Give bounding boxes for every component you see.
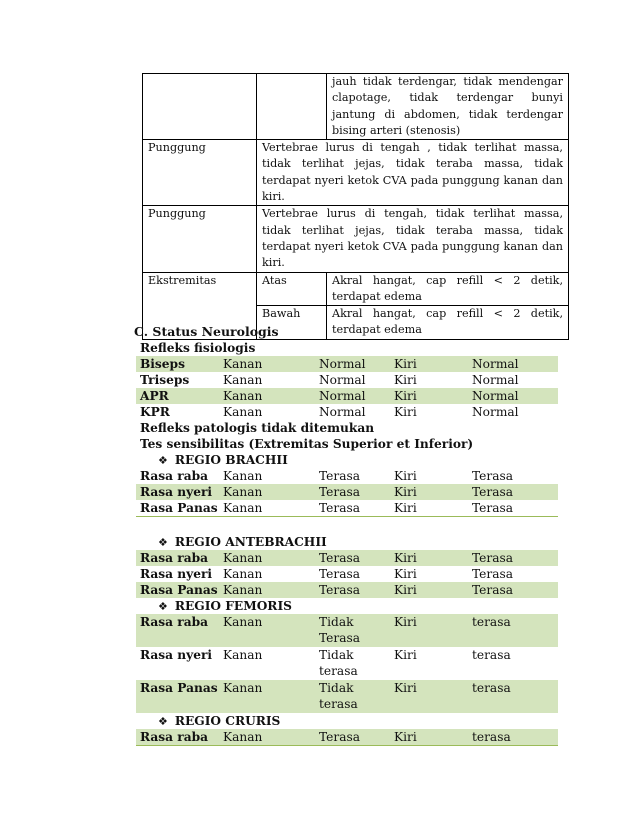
row-label: Rasa nyeri [140, 485, 213, 499]
table-row [143, 74, 569, 140]
row-side: Kanan [223, 615, 263, 629]
row-label: Triseps [140, 373, 190, 387]
row-side: Kanan [223, 485, 263, 499]
row-label: Rasa Panas [140, 501, 218, 515]
row-value: terasa [472, 681, 511, 695]
table-row [136, 484, 558, 500]
table-row [136, 614, 558, 647]
refleks-patologis-heading: Refleks patologis tidak ditemukan [140, 421, 375, 435]
row-side: Kiri [394, 405, 417, 419]
row-side: Kiri [394, 583, 417, 597]
row-label: Rasa nyeri [140, 648, 213, 662]
row-value: Normal [472, 389, 519, 403]
row-value: Normal [472, 373, 519, 387]
table-row [136, 729, 558, 746]
row-value-line: Tidak [319, 681, 354, 695]
refleks-fisiologis-heading: Refleks fisiologis [140, 341, 256, 355]
table-cell [257, 74, 327, 140]
femoris-group [136, 614, 558, 713]
table-row [136, 356, 558, 372]
row-label: Rasa Panas [140, 681, 218, 695]
row-label: Rasa raba [140, 730, 209, 744]
cruris-group [136, 729, 558, 746]
table-row [136, 566, 558, 582]
row-side: Kanan [223, 501, 263, 515]
diamond-bullet-icon: ❖ [158, 715, 168, 728]
row-label: Biseps [140, 357, 185, 371]
row-side: Kiri [394, 485, 417, 499]
row-side: Kanan [223, 469, 263, 483]
row-value: Terasa [472, 501, 514, 515]
table-cell-sub: Atas [257, 272, 327, 306]
table-cell-label: Ekstremitas [143, 272, 257, 339]
row-value [319, 614, 360, 646]
diamond-bullet-icon: ❖ [158, 600, 168, 613]
row-value-line: Tidak [319, 615, 354, 629]
regio-label: REGIO BRACHII [174, 453, 288, 467]
table-row [143, 272, 569, 306]
row-side: Kanan [223, 681, 263, 695]
row-value: Normal [319, 357, 366, 371]
row-value: Normal [319, 373, 366, 387]
row-value: Normal [472, 357, 519, 371]
row-side: Kanan [223, 357, 263, 371]
row-label: Rasa raba [140, 469, 209, 483]
row-side: Kiri [394, 730, 417, 744]
row-value: Terasa [472, 551, 514, 565]
diamond-bullet-icon: ❖ [158, 536, 168, 549]
table-row [136, 468, 558, 484]
row-side: Kanan [223, 730, 263, 744]
row-value: Terasa [319, 469, 361, 483]
table-row [136, 404, 558, 420]
table-cell: Vertebrae lurus di tengah , tidak terlihat massa, tidak terlihat jejas, tidak teraba massa, tidak terdapat nyeri ketok CVA pada punggung kanan dan kiri. [257, 140, 569, 206]
row-side: Kiri [394, 389, 417, 403]
row-value: Terasa [472, 469, 514, 483]
row-side: Kanan [223, 583, 263, 597]
row-value-line: terasa [319, 697, 358, 711]
regio-brachii-heading [136, 452, 558, 468]
row-side: Kanan [223, 389, 263, 403]
row-label: Rasa nyeri [140, 567, 213, 581]
table-row [136, 680, 558, 713]
row-label: APR [140, 389, 169, 403]
row-side: Kanan [223, 405, 263, 419]
regio-cruris-heading [136, 713, 558, 729]
table-cell: Vertebrae lurus di tengah, tidak terlihat massa, tidak terlihat jejas, tidak teraba massa, tidak terdapat nyeri ketok CVA pada punggung kanan dan kiri. [257, 206, 569, 272]
neuro-status-table [136, 340, 558, 746]
row-value: Normal [319, 405, 366, 419]
row-label: Rasa Panas [140, 583, 218, 597]
row-value: terasa [472, 648, 511, 662]
row-side: Kiri [394, 615, 417, 629]
table-cell-label: Punggung [143, 206, 257, 272]
table-row [136, 582, 558, 598]
row-value [319, 647, 358, 679]
regio-label: REGIO FEMORIS [174, 599, 292, 613]
row-label: Rasa raba [140, 551, 209, 565]
row-value: Terasa [472, 567, 514, 581]
row-side: Kanan [223, 373, 263, 387]
row-side: Kiri [394, 469, 417, 483]
row-value: Terasa [319, 730, 361, 744]
row-value: Normal [319, 389, 366, 403]
row-side: Kiri [394, 357, 417, 371]
row-value [319, 680, 358, 712]
row-label: Rasa raba [140, 615, 209, 629]
row-value: Terasa [319, 567, 361, 581]
row-side: Kiri [394, 681, 417, 695]
table-row [136, 372, 558, 388]
row-side: Kanan [223, 551, 263, 565]
row-value: Normal [472, 405, 519, 419]
row-value-line: Terasa [319, 631, 361, 645]
tes-sensibilitas-heading: Tes sensibilitas (Extremitas Superior et Inferior) [140, 437, 474, 451]
table-row [136, 388, 558, 404]
table-cell: Akral hangat, cap refill < 2 detik, terdapat edema [327, 306, 569, 340]
row-value: Terasa [319, 551, 361, 565]
table-cell-sub: Bawah [257, 306, 327, 340]
table-row [136, 500, 558, 517]
row-side: Kiri [394, 373, 417, 387]
regio-femoris-heading [136, 598, 558, 614]
table-row [143, 140, 569, 206]
row-side: Kiri [394, 648, 417, 662]
row-value-line: terasa [319, 664, 358, 678]
table-row [136, 550, 558, 566]
antebrachii-group [136, 550, 558, 598]
table-row [136, 647, 558, 680]
row-side: Kanan [223, 567, 263, 581]
table-cell: jauh tidak terdengar, tidak mendengar clapotage, tidak terdengar bunyi jantung di abdomen, tidak terdengar bising arteri (stenosis) [327, 74, 569, 140]
table-cell [143, 74, 257, 140]
table-row [143, 206, 569, 272]
table-cell: Akral hangat, cap refill < 2 detik, terdapat edema [327, 272, 569, 306]
row-value: terasa [472, 615, 511, 629]
row-value-line: Tidak [319, 648, 354, 662]
row-value: Terasa [472, 485, 514, 499]
row-value: Terasa [472, 583, 514, 597]
row-side: Kanan [223, 648, 263, 662]
row-side: Kiri [394, 501, 417, 515]
row-value: Terasa [319, 501, 361, 515]
row-value: terasa [472, 730, 511, 744]
section-title: C. Status Neurologis [134, 324, 279, 339]
diamond-bullet-icon: ❖ [158, 454, 168, 467]
regio-label: REGIO ANTEBRACHII [174, 535, 327, 549]
row-value: Terasa [319, 485, 361, 499]
row-value: Terasa [319, 583, 361, 597]
row-side: Kiri [394, 551, 417, 565]
physical-exam-table [142, 73, 569, 340]
regio-label: REGIO CRURIS [174, 714, 281, 728]
table-cell-label: Punggung [143, 140, 257, 206]
fisiologis-group [136, 356, 558, 420]
regio-antebrachii-heading [136, 534, 558, 550]
row-label: KPR [140, 405, 170, 419]
row-side: Kiri [394, 567, 417, 581]
brachii-group [136, 468, 558, 517]
